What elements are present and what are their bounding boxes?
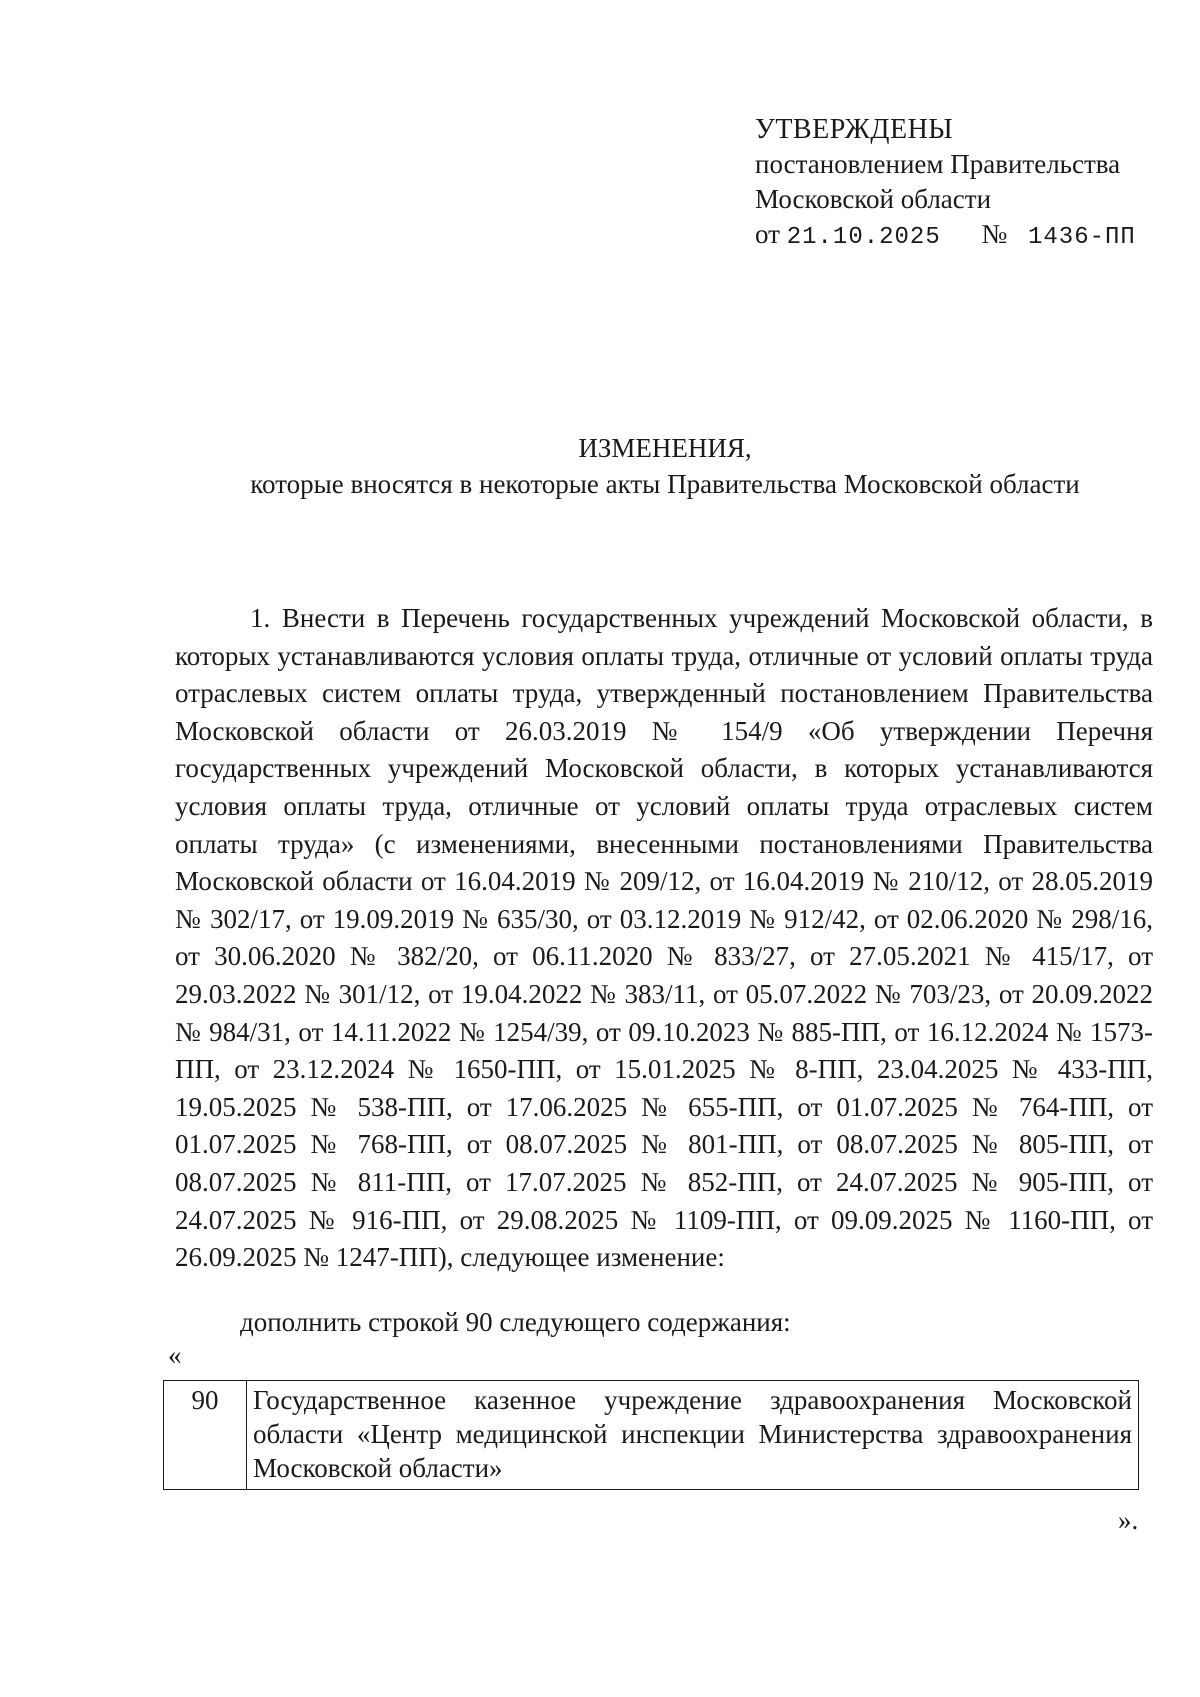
- open-quote: «: [168, 1340, 182, 1370]
- row-number-cell: 90: [164, 1381, 247, 1490]
- insert-table: [163, 1380, 1139, 1490]
- row-name-cell: Государственное казенное учреждение здравоохранения Московской области «Центр медицинской инспекции Министерства здравоохранения Московской области»: [247, 1381, 1139, 1490]
- instruction-text: дополнить строкой 90 следующего содержания:: [240, 1307, 791, 1337]
- date-prefix: от: [755, 219, 780, 249]
- table-row: [164, 1381, 1139, 1490]
- approval-title: УТВЕРЖДЕНЫ: [755, 114, 954, 145]
- paragraph-1: 1. Внести в Перечень государственных учреждений Московской области, в которых устанавливаются условия оплаты труда, отличные от условий оплаты труда отраслевых систем оплаты труда, утвержденный постановлением Правительства Московской области от 26.03.2019 № 154/9 «Об утверждении Перечня государственных учреждений Московской области, в которых устанавливаются условия оплаты труда, отличные от условий оплаты труда отраслевых систем оплаты труда» (с изменениями, внесенными постановлениями Правительства Московской области от 16.04.2019 № 209/12, от 16.04.2019 № 210/12, от 28.05.2019 № 302/17, от 19.09.2019 № 635/30, от 03.12.2019 № 912/42, от 02.06.2020 № 298/16, от 30.06.2020 № 382/20, от 06.11.2020 № 833/27, от 27.05.2021 № 415/17, от 29.03.2022 № 301/12, от 19.04.2022 № 383/11, от 05.07.2022 № 703/23, от 20.09.2022 № 984/31, от 14.11.2022 № 1254/39, от 09.10.2023 № 885-ПП, от 16.12.2024 № 1573-ПП, от 23.12.2024 № 1650-ПП, от 15.01.2025 № 8-ПП, 23.04.2025 № 433-ПП, 19.05.2025 № 538-ПП, от 17.06.2025 № 655-ПП, от 01.07.2025 № 764-ПП, от 01.07.2025 № 768-ПП, от 08.07.2025 № 801-ПП, от 08.07.2025 № 805-ПП, от 08.07.2025 № 811-ПП, от 17.07.2025 № 852-ПП, от 24.07.2025 № 905-ПП, от 24.07.2025 № 916-ПП, от 29.08.2025 № 1109-ПП, от 09.09.2025 № 1160-ПП, от 26.09.2025 № 1247-ПП), следующее изменение:: [175, 603, 1153, 1273]
- document-subtitle: которые вносятся в некоторые акты Правительства Московской области: [250, 469, 1080, 499]
- document-heading: [170, 430, 1160, 502]
- approval-date: 21.10.2025: [786, 224, 941, 251]
- approval-line-2: Московской области: [755, 184, 992, 214]
- approval-block: [755, 112, 1175, 255]
- approval-number: 1436-ПП: [1028, 224, 1136, 251]
- approval-line-1: постановлением Правительства: [755, 149, 1121, 179]
- number-sign: №: [981, 219, 1008, 249]
- approval-date-line: [755, 217, 1175, 255]
- close-quote: ».: [1118, 1505, 1139, 1535]
- document-title: ИЗМЕНЕНИЯ,: [578, 433, 752, 463]
